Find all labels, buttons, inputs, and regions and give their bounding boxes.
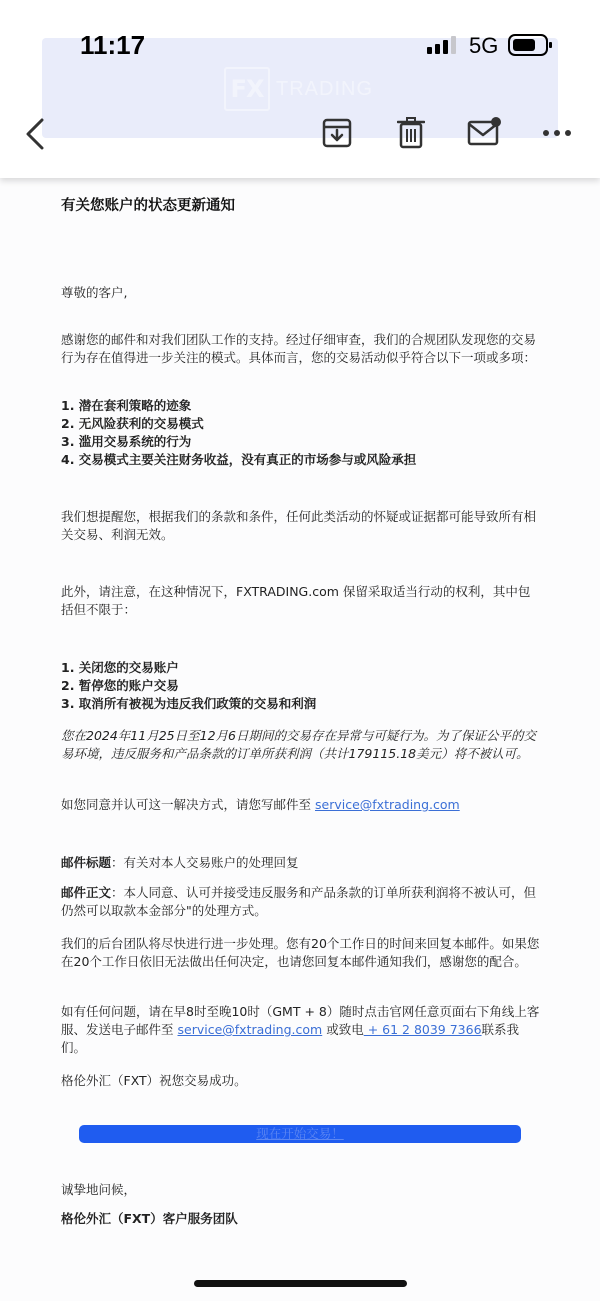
mail-body-line xyxy=(61,884,541,920)
agree-paragraph xyxy=(61,796,541,814)
battery-icon xyxy=(508,34,554,56)
mail-subject-line xyxy=(61,854,541,872)
logo-text: TRADING xyxy=(276,77,373,100)
start-trading-button[interactable]: 现在开始交易！ xyxy=(79,1125,521,1143)
reminder-paragraph: 我们想提醒您，根据我们的条款和条件，任何此类活动的怀疑或证据都可能导致所有相关交易、利润无效。 xyxy=(61,509,537,542)
rights-paragraph: 此外，请注意，在这种情况下，FXTRADING.com 保留采取适当行动的权利，其中包括但不限于： xyxy=(61,584,531,617)
mail-body-value: ：本人同意、认可并接受违反服务和产品条款的订单所获利润将不被认可，但仍然可以取款本金部分"的处理方式。 xyxy=(61,885,537,918)
list-item: 3. 滥用交易系统的行为 xyxy=(61,434,192,449)
agree-text: 如您同意并认可这一解决方式，请您写邮件至 xyxy=(61,797,312,812)
backend-paragraph: 我们的后台团队将尽快进行进一步处理。您有20个工作日的时间来回复本邮件。如果您在20个工作日依旧无法做出任何决定，也请您回复本邮件通知我们，感谢您的配合。 xyxy=(61,936,540,969)
list-item: 2. 暂停您的账户交易 xyxy=(61,678,179,693)
contact-text: 如有任何问题，请在早8时至晚10时（GMT + 8）随时点击官网任意页面右下角线上客服、发送电子邮件至 xyxy=(61,1004,540,1037)
mail-header xyxy=(0,0,600,178)
archive-icon[interactable] xyxy=(322,118,352,148)
list-item: 1. 关闭您的交易账户 xyxy=(61,660,179,675)
contact-mid-text: 或致电 xyxy=(326,1022,364,1037)
trash-icon[interactable] xyxy=(397,117,425,149)
contact-post-text: 联系我们。 xyxy=(61,1022,520,1055)
list-item: 4. 交易模式主要关注财务收益，没有真正的市场参与或风险承担 xyxy=(61,452,417,467)
email-subject: 有关您账户的状态更新通知 xyxy=(61,198,235,214)
closing-line: 诚挚地问候， xyxy=(61,1182,137,1197)
greeting: 尊敬的客户, xyxy=(61,285,128,300)
signature: 格伦外汇（FXT）客户服务团队 xyxy=(61,1211,238,1226)
list-item: 3. 取消所有被视为违反我们政策的交易和利润 xyxy=(61,696,317,711)
back-chevron-icon[interactable] xyxy=(24,118,46,150)
phone-link[interactable]: + 61 2 8039 7366 xyxy=(363,1022,482,1037)
contact-email-link[interactable]: service@fxtrading.com xyxy=(177,1022,323,1037)
mail-subject-label: 邮件标题 xyxy=(61,855,112,870)
home-indicator[interactable] xyxy=(194,1280,407,1287)
logo-mark: FX xyxy=(224,67,270,111)
network-type: 5G xyxy=(469,33,499,58)
actions-list xyxy=(61,659,541,713)
service-email-link[interactable]: service@fxtrading.com xyxy=(315,797,460,812)
wish-line: 格伦外汇（FXT）祝您交易成功。 xyxy=(61,1073,247,1088)
list-item: 2. 无风险获利的交易模式 xyxy=(61,416,204,431)
status-time: 11:17 xyxy=(80,30,146,60)
mail-unread-icon[interactable] xyxy=(467,116,503,148)
contact-paragraph xyxy=(61,1003,541,1057)
fxtrading-logo xyxy=(224,68,373,110)
signal-icon xyxy=(427,36,459,54)
more-icon[interactable] xyxy=(542,128,572,138)
mail-subject-value: ：有关对本人交易账户的处理回复 xyxy=(111,855,299,870)
mail-body-label: 邮件正文 xyxy=(61,885,112,900)
trading-notice-paragraph: 您在2024年11月25日至12月6日期间的交易存在异常与可疑行为。为了保证公平的交易环境，违反服务和产品条款的订单所获利润（共计179115.18美元）将不被认可。 xyxy=(61,728,536,761)
intro-paragraph: 感谢您的邮件和对我们团队工作的支持。经过仔细审查，我们的合规团队发现您的交易行为存在值得进一步关注的模式。具体而言，您的交易活动似乎符合以下一项或多项： xyxy=(61,332,537,365)
violation-list xyxy=(61,397,541,469)
list-item: 1. 潜在套利策略的迹象 xyxy=(61,398,192,413)
